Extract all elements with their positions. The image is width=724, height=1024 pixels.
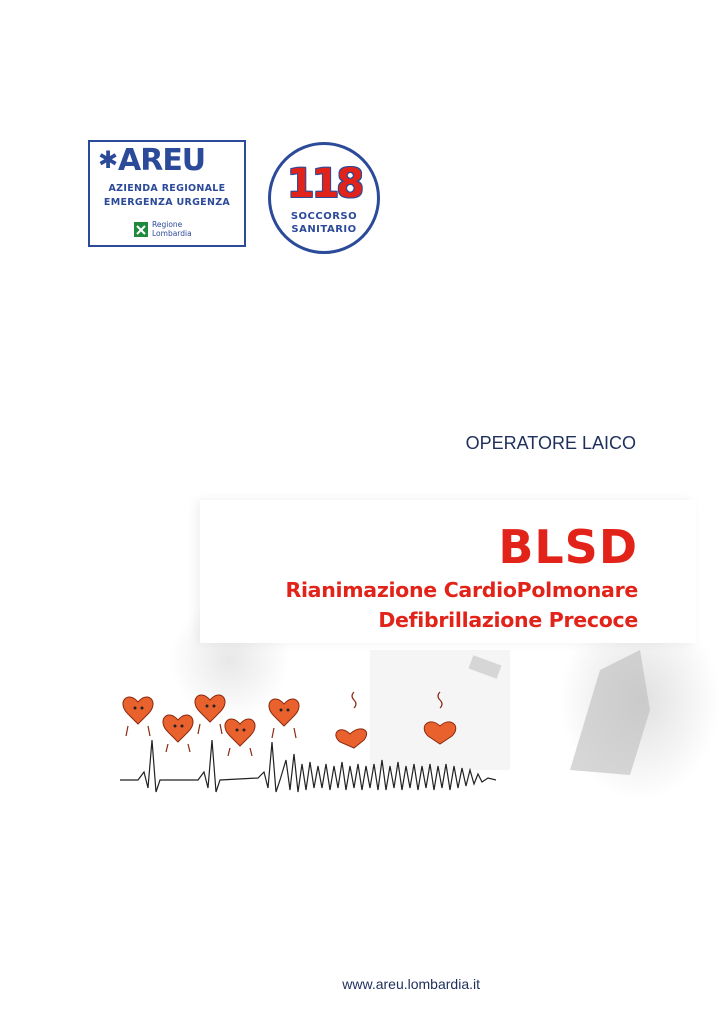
region-label — [152, 220, 192, 238]
seal-line1: SOCCORSO — [290, 211, 358, 222]
course-title: BLSD — [498, 520, 638, 574]
seal-118-logo — [268, 142, 380, 254]
course-subtitle-line2: Defibrillazione Precoce — [378, 608, 638, 632]
course-subtitle-line1: Rianimazione CardioPolmonare — [285, 578, 638, 602]
seal-line2: SANITARIO — [291, 224, 357, 235]
heart-icon — [424, 722, 456, 744]
heart-icon — [123, 697, 153, 724]
hearts-ecg-illustration — [118, 680, 498, 805]
region-line2: Lombardia — [152, 229, 192, 238]
heart-icon — [195, 695, 225, 722]
areu-logo — [88, 140, 246, 247]
region-line1: Regione — [152, 220, 183, 229]
ecg-trace — [120, 740, 496, 792]
areu-wordmark: AREU — [118, 143, 206, 178]
title-panel — [200, 500, 696, 643]
heart-icon — [163, 715, 193, 742]
heart-icon — [336, 729, 367, 748]
areu-name-line1: AZIENDA REGIONALE — [108, 183, 226, 194]
seal-number: 118 — [286, 161, 362, 207]
heart-icon — [269, 699, 299, 726]
areu-name-line2: EMERGENZA URGENZA — [103, 197, 231, 208]
audience-heading: OPERATORE LAICO — [465, 433, 636, 453]
star-of-life-icon: ✱ — [98, 146, 119, 174]
lombardia-icon — [134, 222, 148, 236]
footer-url[interactable]: www.areu.lombardia.it — [342, 976, 480, 992]
heart-icon — [225, 719, 255, 746]
